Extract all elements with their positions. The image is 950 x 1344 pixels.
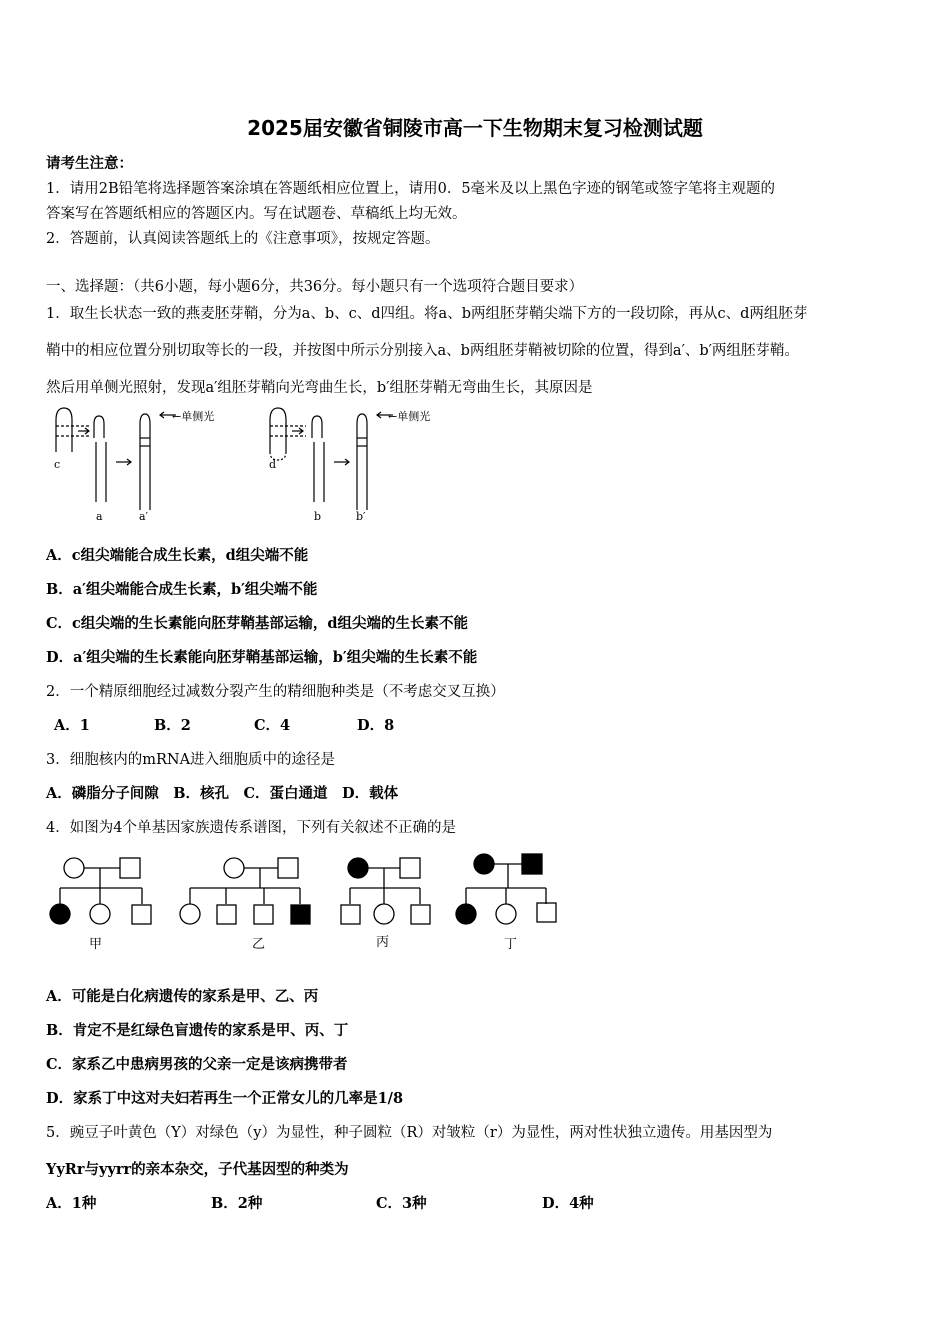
q1-stem-line-2: 鞘中的相应位置分别切取等长的一段，并按图中所示分别接入a、b两组胚芽鞘被切除的位置，得到a′、b′两组胚芽鞘。	[46, 343, 799, 359]
q1-stem-line-1: 1．取生长状态一致的燕麦胚芽鞘，分为a、b、c、d四组。将a、b两组胚芽鞘尖端下方的一段切除，再从c、d两组胚芽	[46, 306, 808, 322]
label-b: b	[314, 510, 322, 523]
q4-stem: 4．如图为4个单基因家族遗传系谱图，下列有关叙述不正确的是	[46, 820, 456, 836]
q4-option-c: C．家系乙中患病男孩的父亲一定是该病携带者	[46, 1056, 348, 1073]
label-light-2: ←单侧光	[388, 410, 431, 423]
pedigree-label-jia: 甲	[89, 937, 103, 952]
pedigree-label-yi: 乙	[252, 937, 266, 952]
notice-line-1b: 答案写在答题纸相应的答题区内。写在试题卷、草稿纸上均无效。	[46, 206, 467, 222]
q4-option-d: D．家系丁中这对夫妇若再生一个正常女儿的几率是1/8	[46, 1090, 404, 1107]
q4-option-a: A．可能是白化病遗传的家系是甲、乙、丙	[46, 988, 319, 1005]
q5-option-d: D．4种	[542, 1195, 594, 1212]
q1-stem-line-3: 然后用单侧光照射，发现a′组胚芽鞘向光弯曲生长，b′组胚芽鞘无弯曲生长，其原因是	[46, 380, 593, 396]
q2-option-a: A．1	[54, 717, 90, 734]
q5-option-c: C．3种	[376, 1195, 427, 1212]
pedigree-label-ding: 丁	[504, 937, 518, 952]
pedigree-diagram	[44, 848, 564, 960]
label-light-1: ←单侧光	[172, 410, 215, 423]
q3-stem: 3．细胞核内的mRNA进入细胞质中的途径是	[46, 752, 336, 768]
q1-option-a: A．c组尖端能合成生长素，d组尖端不能	[46, 547, 309, 564]
label-a-prime: a′	[139, 510, 149, 523]
q5-stem-line-1: 5．豌豆子叶黄色（Y）对绿色（y）为显性，种子圆粒（R）对皱粒（r）为显性，两对性状独立遗传。用基因型为	[46, 1125, 773, 1141]
q1-option-b: B．a′组尖端能合成生长素，b′组尖端不能	[46, 581, 318, 598]
label-b-prime: b′	[356, 510, 366, 523]
notice-line-1a: 1．请用2B铅笔将选择题答案涂填在答题纸相应位置上，请用0．5毫米及以上黑色字迹的钢笔或签字笔将主观题的	[46, 181, 776, 197]
label-c: c	[54, 458, 61, 471]
q5-option-b: B．2种	[211, 1195, 263, 1212]
q1-option-d: D．a′组尖端的生长素能向胚芽鞘基部运输，b′组尖端的生长素不能	[46, 649, 478, 666]
q4-option-b: B．肯定不是红绿色盲遗传的家系是甲、丙、丁	[46, 1022, 349, 1039]
q1-option-c: C．c组尖端的生长素能向胚芽鞘基部运输，d组尖端的生长素不能	[46, 615, 469, 632]
q3-options: A．磷脂分子间隙 B．核孔 C．蛋白通道 D．载体	[46, 785, 399, 802]
label-a: a	[96, 510, 103, 523]
section-heading: 一、选择题：（共6小题，每小题6分，共36分。每小题只有一个选项符合题目要求）	[46, 279, 584, 295]
q2-stem: 2．一个精原细胞经过减数分裂产生的精细胞种类是（不考虑交叉互换）	[46, 684, 505, 700]
page-title: 2025届安徽省铜陵市高一下生物期末复习检测试题	[247, 116, 703, 140]
coleoptile-diagram	[44, 402, 464, 527]
q2-option-d: D．8	[357, 717, 395, 734]
label-d: d	[269, 458, 277, 471]
q2-option-b: B．2	[154, 717, 191, 734]
q2-option-c: C．4	[254, 717, 291, 734]
notice-heading: 请考生注意：	[46, 155, 133, 172]
pedigree-label-bing: 丙	[376, 935, 390, 950]
notice-line-2: 2．答题前，认真阅读答题纸上的《注意事项》，按规定答题。	[46, 231, 440, 247]
q5-option-a: A．1种	[46, 1195, 97, 1212]
q5-stem-line-2: YyRr与yyrr的亲本杂交，子代基因型的种类为	[46, 1161, 349, 1178]
